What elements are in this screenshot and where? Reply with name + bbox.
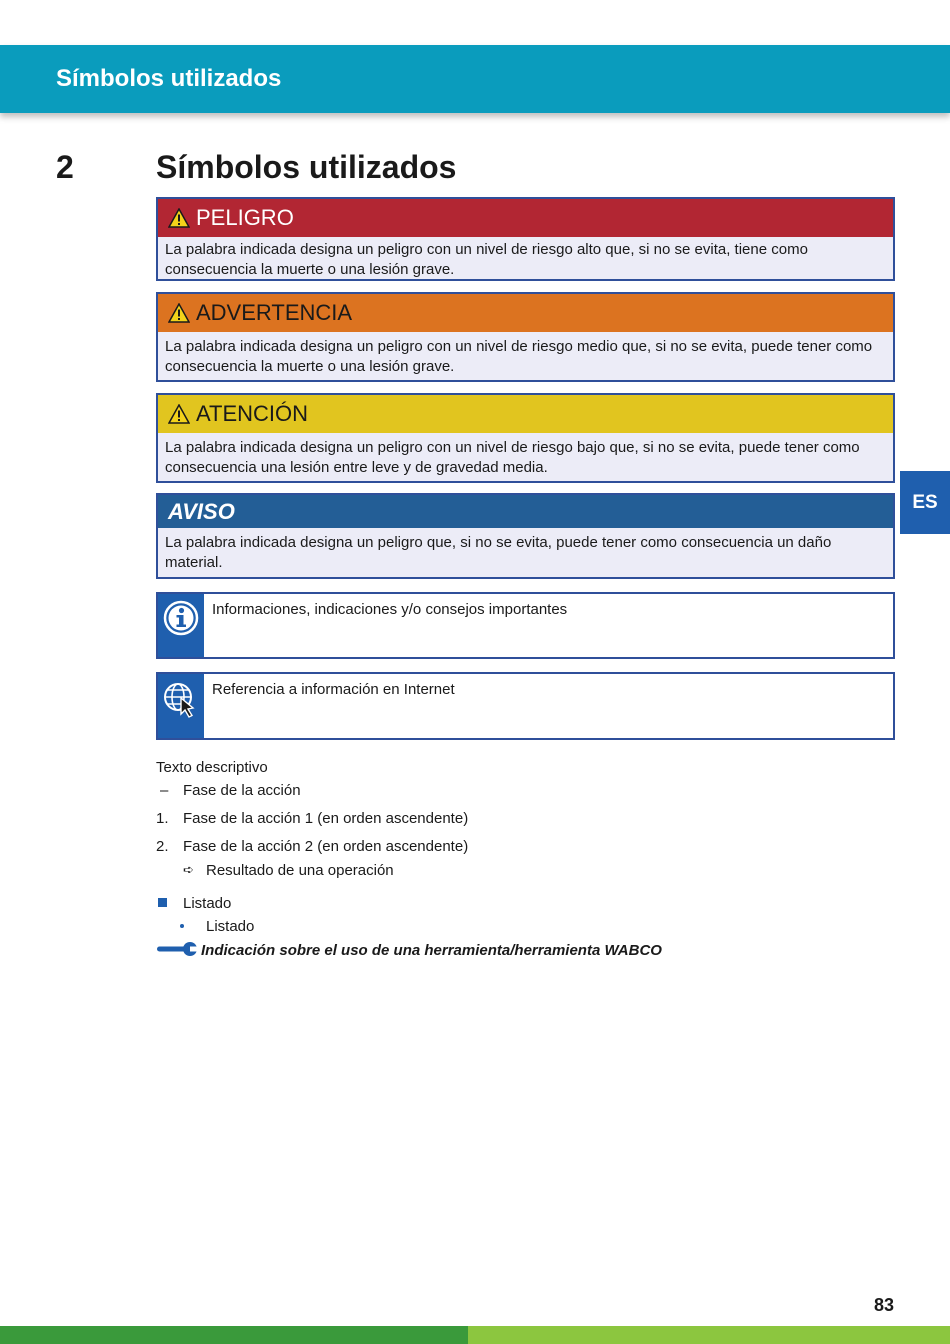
chapter-number: 2	[56, 149, 74, 185]
danger-label: PELIGRO	[196, 205, 294, 230]
notice-box	[156, 493, 895, 579]
dash-marker: –	[160, 782, 169, 799]
list-item-level1: Listado	[183, 895, 232, 912]
warning-triangle-icon	[168, 208, 190, 228]
wrench-icon	[156, 941, 198, 957]
internet-box	[156, 672, 895, 740]
warning-box	[156, 292, 895, 382]
notice-label: AVISO	[168, 498, 235, 524]
header-title: Símbolos utilizados	[56, 65, 282, 92]
danger-box	[156, 197, 895, 281]
footer-bar-right	[468, 1326, 950, 1344]
info-text: Informaciones, indicaciones y/o consejos importantes	[212, 601, 568, 618]
info-icon	[163, 600, 199, 636]
step1-marker: 1.	[156, 810, 169, 827]
info-box	[156, 592, 895, 659]
action-step: Fase de la acción	[183, 782, 301, 799]
descriptive-text: Texto descriptivo	[156, 759, 268, 776]
caution-text: La palabra indicada designa un peligro con un nivel de riesgo bajo que, si no se evita, puede tener como consecuencia una lesión entre leve y de gravedad media.	[165, 439, 860, 476]
dot-bullet-icon	[180, 924, 184, 928]
language-tab[interactable]: ES	[900, 471, 950, 534]
warning-triangle-icon	[168, 404, 190, 424]
warning-header	[158, 294, 893, 332]
square-bullet-icon	[158, 898, 167, 907]
caution-box	[156, 393, 895, 483]
globe-cursor-icon	[161, 680, 201, 720]
result-arrow-icon: ➪	[183, 862, 194, 877]
page-header	[0, 45, 950, 113]
action-step-2: Fase de la acción 2 (en orden ascendente)	[183, 838, 469, 855]
footer-bar-left	[0, 1326, 468, 1344]
warning-triangle-icon	[168, 303, 190, 323]
step2-marker: 2.	[156, 838, 169, 855]
internet-text: Referencia a información en Internet	[212, 681, 455, 698]
tool-note: Indicación sobre el uso de una herramienta/herramienta WABCO	[201, 942, 662, 959]
danger-text: La palabra indicada designa un peligro con un nivel de riesgo alto que, si no se evita, tiene como consecuencia la muerte o una lesión grave.	[165, 241, 808, 278]
chapter-title: Símbolos utilizados	[156, 149, 457, 185]
action-result: Resultado de una operación	[206, 862, 394, 879]
page-number: 83	[873, 1295, 894, 1315]
caution-header	[158, 395, 893, 433]
notice-text: La palabra indicada designa un peligro que, si no se evita, puede tener como consecuencia un daño material.	[165, 534, 832, 571]
warning-text: La palabra indicada designa un peligro con un nivel de riesgo medio que, si no se evita, puede tener como consecuencia la muerte o una lesión grave.	[165, 338, 873, 375]
danger-header	[158, 199, 893, 237]
list-item-level2: Listado	[206, 918, 255, 935]
caution-label: ATENCIÓN	[196, 401, 309, 426]
action-step-1: Fase de la acción 1 (en orden ascendente)	[183, 810, 469, 827]
warning-label: ADVERTENCIA	[196, 300, 353, 325]
notice-header	[158, 495, 893, 528]
